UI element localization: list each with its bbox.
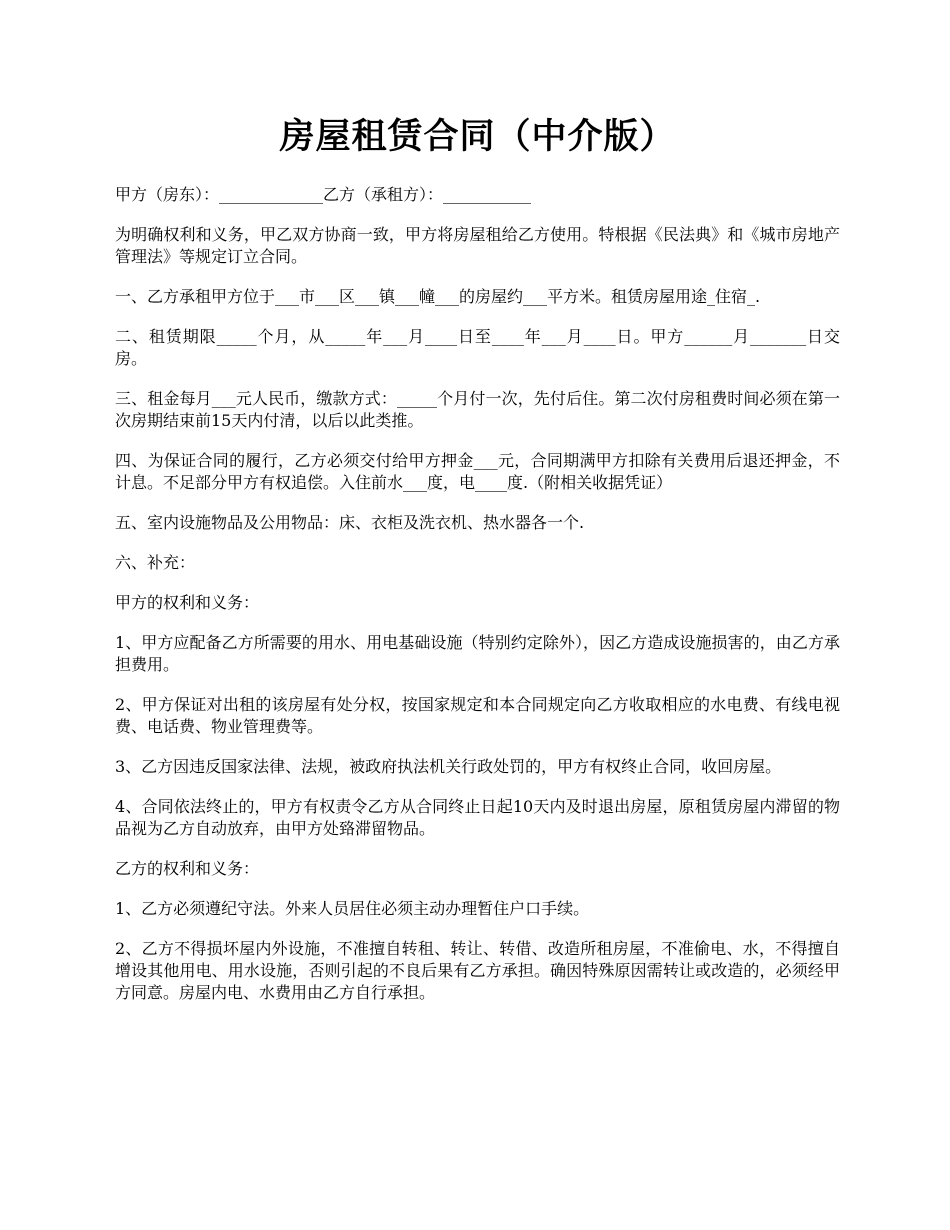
party-a-item-4: 4、合同依法终止的，甲方有权责令乙方从合同终止日起10天内及时退出房屋，原租赁房屋内滞留的物品视为乙方自动放弃，由甲方处臵滞留物品。 [115,797,840,838]
preamble-paragraph: 为明确权利和义务，甲乙双方协商一致，甲方将房屋租给乙方使用。特根据《民法典》和《城市房地产管理法》等规定订立合同。 [115,225,840,266]
party-b-item-2: 2、乙方不得损坏屋内外设施，不准擅自转租、转让、转借、改造所租房屋，不准偷电、水，不得擅自增设其他用电、用水设施，否则引起的不良后果有乙方承担。确因特殊原因需转让或改造的，必须经甲方同意。房屋内电、水费用由乙方自行承担。 [115,939,840,1002]
document-page [115,112,840,1022]
party-a-item-1: 1、甲方应配备乙方所需要的用水、用电基础设施（特别约定除外），因乙方造成设施损害的，由乙方承担费用。 [115,633,840,674]
clause-6-paragraph: 六、补充： [115,553,196,572]
party-a-item-2: 2、甲方保证对出租的该房屋有处分权，按国家规定和本合同规定向乙方收取相应的水电费、有线电视费、电话费、物业管理费等。 [115,695,840,736]
document-title: 房屋租赁合同（中介版） [279,116,676,157]
clause-3-paragraph: 三、租金每月___元人民币，缴款方式：_____个月付一次，先付后住。第二次付房租费时间必须在第一次房期结束前15天内付清，以后以此类推。 [115,389,840,430]
clause-2-paragraph: 二、租赁期限_____个月，从_____年___月____日至____年___月____日。甲方______月_______日交房。 [115,327,840,368]
party-a-heading: 甲方的权利和义务： [115,593,260,612]
clause-4-paragraph: 四、为保证合同的履行，乙方必须交付给甲方押金___元，合同期满甲方扣除有关费用后退还押金，不计息。不足部分甲方有权追偿。入住前水___度，电____度.（附相关收据凭证） [115,451,840,492]
party-a-item-3: 3、乙方因违反国家法律、法规，被政府执法机关行政处罚的，甲方有权终止合同，收回房屋。 [115,757,782,776]
party-line: 甲方（房东）：_____________乙方（承租方）：___________ [115,185,532,204]
party-b-heading: 乙方的权利和义务： [115,859,260,878]
party-b-item-1: 1、乙方必须遵纪守法。外来人员居住必须主动办理暂住户口手续。 [115,899,590,918]
clause-5-paragraph: 五、室内设施物品及公用物品：床、衣柜及洗衣机、热水器各一个. [115,513,585,532]
clause-1-paragraph: 一、乙方承租甲方位于___市___区___镇___幢___的房屋约___平方米。租赁房屋用途_住宿_. [115,287,761,306]
